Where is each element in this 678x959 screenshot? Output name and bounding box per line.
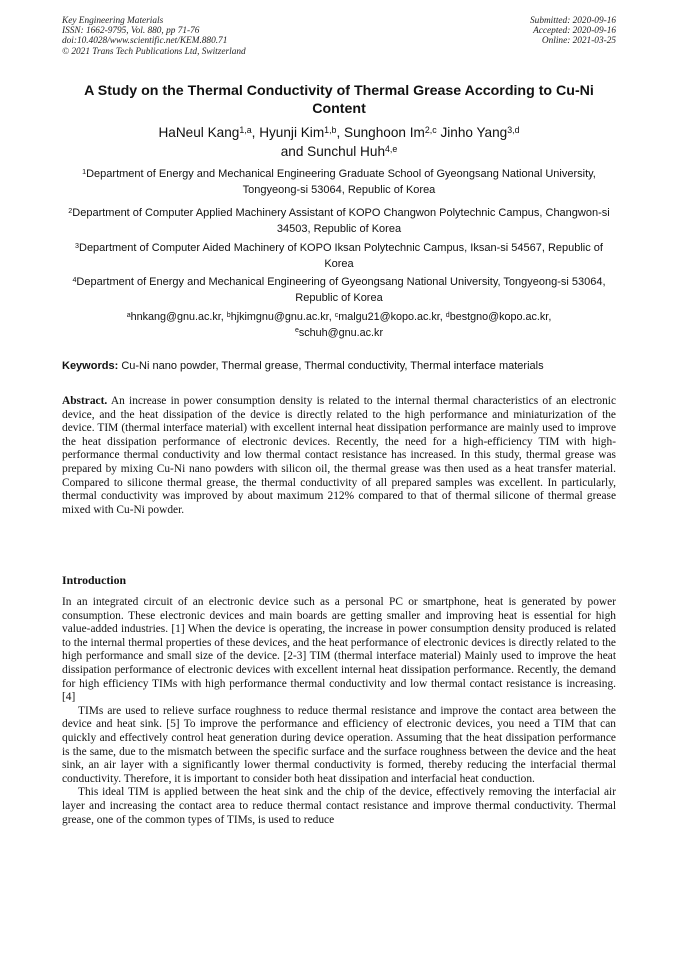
section-heading: Introduction: [62, 573, 127, 587]
submitted-date: Submitted: 2020-09-16: [530, 16, 616, 26]
affiliation: $^4$Department of Energy and Mechanical Engineering of Gyeongsang National University, Tongyeong-si 53064, Republic of Korea: [72, 275, 606, 304]
author: and Sunchul Huh$^{4,e}$: [280, 143, 398, 159]
author: Sunghoon Im$^{2,c}$: [344, 125, 437, 140]
paper-title: A Study on the Thermal Conductivity of Thermal Grease According to Cu-Ni Content: [84, 83, 594, 117]
issn-line: ISSN: 1662-9795, Vol. 880, pp 71-76: [62, 26, 200, 37]
email-list: $^a$hnkang@gnu.ac.kr, $^b$hjkimgnu@gnu.ac.kr, $^c$malgu21@kopo.ac.kr, $^d$bestgno@kopo.ac.kr, $^e$schuh@gnu.ac.kr: [126, 311, 552, 339]
journal-name: Key Engineering Materials: [62, 16, 164, 26]
author: HaNeul Kang$^{1,a}$,: [158, 125, 260, 140]
keywords: [62, 359, 618, 374]
paragraph: In an integrated circuit of an electronic device such as a personal PC or smartphone, heat is generated by power consumption. These electronic devices and main boards are getting smaller and improving heat is essential for high value-added industries. [1] When the device is operating, the increase in power consumption density produced is related to the internal thermal properties of these devices, and the heat performance of electronic devices is directly related to the high performance and small size of the device. [2-3] TIM (thermal interface material) Mainly used to improve the heat dissipation performance of electronic devices with excellent internal heat dissipation performance. Recently, the demand for high efficiency TIMs with high performance thermal conductivity and low thermal contact resistance is increasing. [4]: [62, 596, 616, 704]
abstract: [62, 395, 616, 517]
copyright-line: © 2021 Trans Tech Publications Ltd, Switzerland: [62, 46, 246, 57]
email[interactable]: $^b$hjkimgnu@gnu.ac.kr: [226, 311, 329, 323]
abstract-label: Abstract.: [62, 395, 108, 407]
paragraph: TIMs are used to relieve surface roughness to reduce thermal resistance and improve the contact area between the device and heat sink. [5] To improve the performance and efficiency of electronic devices, you need a TIM that can quickly and effectively control heat generation during device operation. Assuming that the heat dissipation performance is the same, due to the mismatch between the specific surface and the surface roughness between the device and the heat sink, an air layer with a significantly lower thermal conductivity is formed, thereby reducing the interfacial thermal conductivity. Therefore, it is important to consider both heat dissipation and interfacial heat conduction.: [62, 704, 616, 785]
online-date: Online: 2021-03-25: [541, 36, 616, 47]
keywords-text: Cu-Ni nano powder, Thermal grease, Thermal conductivity, Thermal interface materials: [121, 360, 544, 372]
doi-line: doi:10.4028/www.scientific.net/KEM.880.71: [62, 36, 228, 47]
introduction-body: [62, 596, 616, 827]
email[interactable]: $^e$schuh@gnu.ac.kr: [294, 326, 384, 339]
journal-info: [62, 16, 246, 57]
keywords-label: Keywords:: [62, 360, 119, 372]
author-list: [60, 124, 618, 161]
email[interactable]: $^d$bestgno@kopo.ac.kr: [445, 311, 549, 323]
email[interactable]: $^a$hnkang@gnu.ac.kr: [126, 311, 221, 323]
email[interactable]: $^c$malgu21@kopo.ac.kr: [334, 311, 440, 323]
author: Hyunji Kim$^{1,b}$,: [259, 125, 344, 140]
paragraph: This ideal TIM is applied between the heat sink and the chip of the device, effectively removing the interfacial air layer and increasing the contact area to reduce thermal contact resistance and improve thermal conductivity. Thermal grease, one of the common types of TIMs, is used to reduce: [62, 786, 616, 826]
affiliation: $^1$Department of Energy and Mechanical Engineering Graduate School of Gyeongsang National University, Tongyeong-si 53064, Republic of Korea: [82, 167, 596, 196]
accepted-date: Accepted: 2020-09-16: [533, 26, 616, 37]
abstract-text: An increase in power consumption density is related to the internal thermal characteristics of an electronic device, and the heat dissipation of the device is directly related to the high performance and miniaturization of the device. TIM (thermal interface material) with excellent internal heat dissipation performance are mainly used to improve the heat dissipation performance of electronic devices. Recently, the need for a high-efficiency TIM with high-performance thermal conductivity and low thermal contact resistance has increased. In this study, thermal grease was prepared by mixing Cu-Ni nano powders with silicon oil, the thermal grease was then used as a heat transfer material. Compared to silicone thermal grease, the thermal conductivity of all prepared samples was excellent. In particularly, thermal conductivity was improved by about maximum 212% compared to that of thermal silicone of thermal grease mixed with Cu-Ni powder.: [62, 395, 617, 516]
affiliation: $^2$Department of Computer Applied Machinery Assistant of KOPO Changwon Polytechnic Campus, Changwon-si 34503, Republic of Korea: [68, 206, 610, 235]
author: Jinho Yang$^{3,d}$: [440, 125, 520, 140]
submission-dates: [530, 16, 616, 47]
affiliation: $^3$Department of Computer Aided Machinery of KOPO Iksan Polytechnic Campus, Iksan-si 54567, Republic of Korea: [75, 241, 603, 270]
